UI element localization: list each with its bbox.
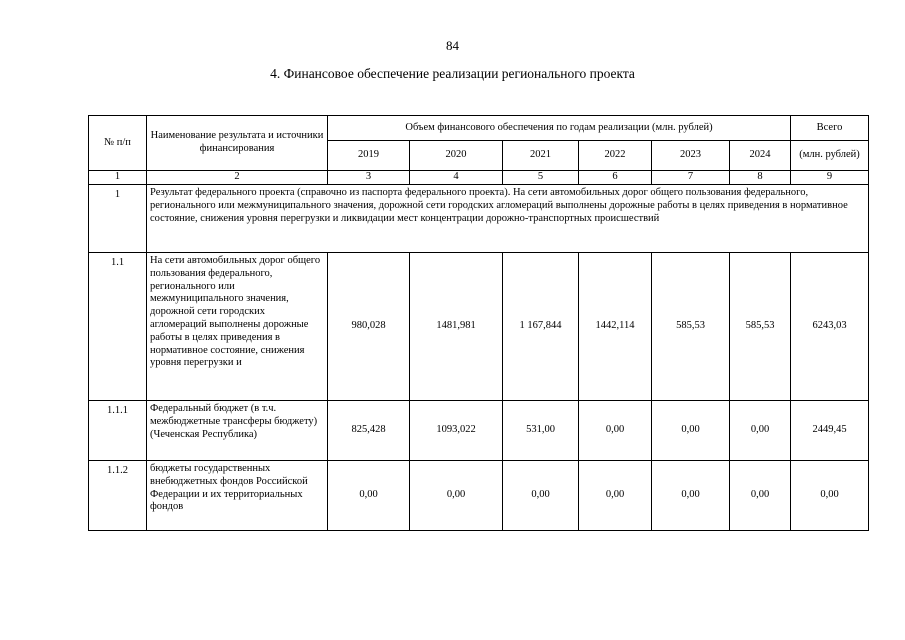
row-name: бюджеты государственных внебюджетных фондов Российской Федерации и их территориальных фондов (147, 461, 328, 531)
index-cell: 2 (147, 171, 328, 185)
value-total: 0,00 (791, 461, 869, 531)
result-row (89, 185, 869, 253)
value-2021: 531,00 (503, 401, 579, 461)
value-2023: 0,00 (652, 401, 730, 461)
value-2020: 1093,022 (410, 401, 503, 461)
header-volume: Объем финансового обеспечения по годам реализации (млн. рублей) (328, 116, 791, 141)
value-2022: 0,00 (579, 401, 652, 461)
index-cell: 8 (730, 171, 791, 185)
header-year-2022: 2022 (579, 141, 652, 171)
row-num: 1.1 (89, 253, 147, 401)
table-row (89, 253, 869, 401)
row-name: На сети автомобильных дорог общего пользования федерального, регионального или межмуниципального значения, дорожной сети городских агломераций выполнены дорожные работы в целях приведения в нормативное состояние, снижения уровня перегрузки и (147, 253, 328, 401)
row-name: Федеральный бюджет (в т.ч. межбюджетные трансферы бюджету) (Чеченская Республика) (147, 401, 328, 461)
index-cell: 1 (89, 171, 147, 185)
value-total: 6243,03 (791, 253, 869, 401)
header-year-2021: 2021 (503, 141, 579, 171)
value-2019: 0,00 (328, 461, 410, 531)
row-num: 1.1.2 (89, 461, 147, 531)
financing-table (88, 115, 869, 531)
index-cell: 7 (652, 171, 730, 185)
header-year-2020: 2020 (410, 141, 503, 171)
result-num: 1 (89, 185, 147, 253)
value-total: 2449,45 (791, 401, 869, 461)
value-2024: 585,53 (730, 253, 791, 401)
value-2023: 585,53 (652, 253, 730, 401)
value-2021: 0,00 (503, 461, 579, 531)
header-year-2019: 2019 (328, 141, 410, 171)
result-text: Результат федерального проекта (справочно из паспорта федерального проекта). На сети автомобильных дорог общего пользования федерального, регионального или межмуниципального значения, дорожной сети городских агломераций выполнены дорожные работы в целях приведения в нормативное состояние, снижения уровня перегрузки и ликвидации мест концентрации дорожно-транспортных происшествий (147, 185, 869, 253)
value-2020: 1481,981 (410, 253, 503, 401)
section-title: 4. Финансовое обеспечение реализации регионального проекта (270, 66, 635, 81)
value-2019: 980,028 (328, 253, 410, 401)
value-2020: 0,00 (410, 461, 503, 531)
value-2019: 825,428 (328, 401, 410, 461)
header-total-line2: (млн. рублей) (791, 141, 869, 171)
value-2024: 0,00 (730, 401, 791, 461)
table-row (89, 401, 869, 461)
value-2024: 0,00 (730, 461, 791, 531)
header-year-2024: 2024 (730, 141, 791, 171)
table-row (89, 461, 869, 531)
value-2022: 0,00 (579, 461, 652, 531)
index-cell: 6 (579, 171, 652, 185)
header-total-line1: Всего (791, 116, 869, 141)
index-cell: 3 (328, 171, 410, 185)
index-row (89, 171, 869, 185)
row-num: 1.1.1 (89, 401, 147, 461)
header-year-2023: 2023 (652, 141, 730, 171)
header-name: Наименование результата и источники финансирования (147, 116, 328, 171)
value-2023: 0,00 (652, 461, 730, 531)
value-2021: 1 167,844 (503, 253, 579, 401)
index-cell: 4 (410, 171, 503, 185)
value-2022: 1442,114 (579, 253, 652, 401)
page-number: 84 (446, 38, 459, 53)
index-cell: 9 (791, 171, 869, 185)
index-cell: 5 (503, 171, 579, 185)
header-row-1 (89, 116, 869, 141)
header-num: № п/п (89, 116, 147, 171)
